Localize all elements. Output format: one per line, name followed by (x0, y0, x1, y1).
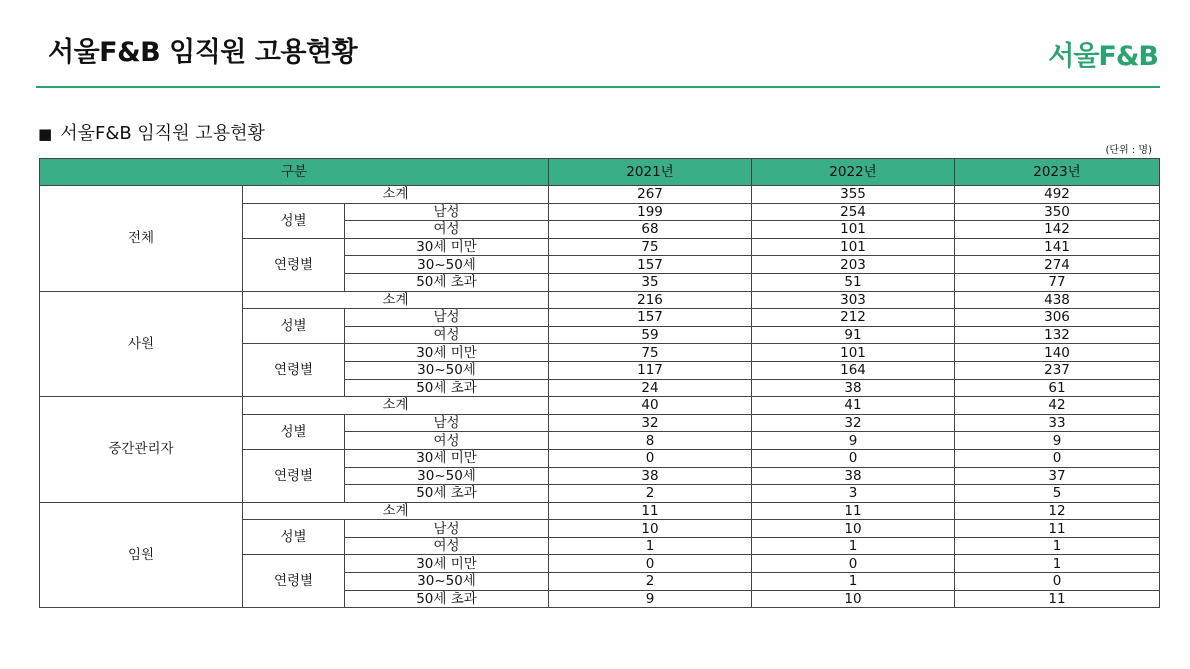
table-cell-value: 10 (752, 590, 955, 608)
row-label: 30~50세 (345, 573, 549, 591)
category-label: 연령별 (243, 344, 345, 397)
category-label: 성별 (243, 309, 345, 344)
subtotal-label: 소계 (243, 502, 549, 520)
table-row (40, 397, 1160, 415)
table-cell-value: 11 (752, 502, 955, 520)
column-header: 구분 (40, 159, 549, 186)
table-cell-value: 2 (549, 485, 752, 503)
table-cell-value: 40 (549, 397, 752, 415)
table-cell-value: 101 (752, 344, 955, 362)
table-row (40, 186, 1160, 204)
row-label: 여성 (345, 537, 549, 555)
row-label: 30세 미만 (345, 449, 549, 467)
table-cell-value: 37 (955, 467, 1160, 485)
column-header: 2021년 (549, 159, 752, 186)
table-cell-value: 216 (549, 291, 752, 309)
table-cell-value: 0 (752, 449, 955, 467)
table-cell-value: 9 (955, 432, 1160, 450)
table-cell-value: 1 (549, 537, 752, 555)
table-cell-value: 11 (955, 520, 1160, 538)
table-cell-value: 9 (549, 590, 752, 608)
table-cell-value: 77 (955, 273, 1160, 291)
row-label: 남성 (345, 520, 549, 538)
table-cell-value: 11 (955, 590, 1160, 608)
section-title (38, 119, 265, 145)
column-header: 2022년 (752, 159, 955, 186)
table-cell-value: 11 (549, 502, 752, 520)
table-cell-value: 1 (752, 537, 955, 555)
row-label: 30세 미만 (345, 555, 549, 573)
row-label: 50세 초과 (345, 590, 549, 608)
table-cell-value: 38 (549, 467, 752, 485)
table-cell-value: 3 (752, 485, 955, 503)
row-label: 여성 (345, 221, 549, 239)
row-label: 50세 초과 (345, 379, 549, 397)
row-label: 남성 (345, 203, 549, 221)
table-cell-value: 0 (955, 573, 1160, 591)
table-cell-value: 10 (752, 520, 955, 538)
table-cell-value: 59 (549, 326, 752, 344)
row-label: 남성 (345, 414, 549, 432)
table-cell-value: 140 (955, 344, 1160, 362)
table-row (40, 502, 1160, 520)
group-label: 전체 (40, 186, 243, 292)
table-cell-value: 203 (752, 256, 955, 274)
table-cell-value: 303 (752, 291, 955, 309)
page-title: 서울F&B 임직원 고용현황 (48, 37, 358, 68)
row-label: 50세 초과 (345, 273, 549, 291)
row-label: 30~50세 (345, 467, 549, 485)
table-cell-value: 355 (752, 186, 955, 204)
table-cell-value: 8 (549, 432, 752, 450)
section-title-text: 서울F&B 임직원 고용현황 (60, 123, 265, 144)
table-cell-value: 2 (549, 573, 752, 591)
table-cell-value: 117 (549, 361, 752, 379)
employment-table (39, 158, 1160, 608)
subtotal-label: 소계 (243, 291, 549, 309)
table-cell-value: 32 (549, 414, 752, 432)
table-cell-value: 142 (955, 221, 1160, 239)
table-cell-value: 164 (752, 361, 955, 379)
table-cell-value: 237 (955, 361, 1160, 379)
table-header-row (40, 159, 1160, 186)
row-label: 남성 (345, 309, 549, 327)
table-cell-value: 9 (752, 432, 955, 450)
row-label: 30~50세 (345, 361, 549, 379)
table-cell-value: 254 (752, 203, 955, 221)
table-cell-value: 5 (955, 485, 1160, 503)
table-cell-value: 10 (549, 520, 752, 538)
row-label: 30세 미만 (345, 344, 549, 362)
table-cell-value: 35 (549, 273, 752, 291)
table-cell-value: 42 (955, 397, 1160, 415)
table-cell-value: 68 (549, 221, 752, 239)
table-cell-value: 61 (955, 379, 1160, 397)
table-cell-value: 101 (752, 238, 955, 256)
category-label: 성별 (243, 203, 345, 238)
table-cell-value: 350 (955, 203, 1160, 221)
table-cell-value: 132 (955, 326, 1160, 344)
row-label: 50세 초과 (345, 485, 549, 503)
category-label: 연령별 (243, 449, 345, 502)
table-cell-value: 0 (549, 555, 752, 573)
table-cell-value: 141 (955, 238, 1160, 256)
subtotal-label: 소계 (243, 397, 549, 415)
subtotal-label: 소계 (243, 186, 549, 204)
table-cell-value: 32 (752, 414, 955, 432)
table-cell-value: 41 (752, 397, 955, 415)
table-cell-value: 0 (549, 449, 752, 467)
table-cell-value: 24 (549, 379, 752, 397)
table-cell-value: 157 (549, 309, 752, 327)
unit-note: (단위 : 명) (1105, 145, 1152, 156)
category-label: 성별 (243, 414, 345, 449)
table-cell-value: 91 (752, 326, 955, 344)
row-label: 30세 미만 (345, 238, 549, 256)
square-bullet-icon: ■ (38, 125, 53, 143)
category-label: 연령별 (243, 238, 345, 291)
table-cell-value: 492 (955, 186, 1160, 204)
table-cell-value: 38 (752, 379, 955, 397)
table-cell-value: 0 (752, 555, 955, 573)
company-logo: 서울F&B (1048, 41, 1158, 72)
table-cell-value: 274 (955, 256, 1160, 274)
table-cell-value: 157 (549, 256, 752, 274)
group-label: 중간관리자 (40, 397, 243, 503)
table-cell-value: 33 (955, 414, 1160, 432)
table-cell-value: 75 (549, 238, 752, 256)
row-label: 여성 (345, 326, 549, 344)
table-cell-value: 12 (955, 502, 1160, 520)
table-cell-value: 75 (549, 344, 752, 362)
table-cell-value: 0 (955, 449, 1160, 467)
category-label: 성별 (243, 520, 345, 555)
table-cell-value: 1 (955, 537, 1160, 555)
row-label: 여성 (345, 432, 549, 450)
table-cell-value: 199 (549, 203, 752, 221)
category-label: 연령별 (243, 555, 345, 608)
group-label: 임원 (40, 502, 243, 608)
table-cell-value: 51 (752, 273, 955, 291)
table-cell-value: 212 (752, 309, 955, 327)
group-label: 사원 (40, 291, 243, 397)
table-cell-value: 1 (955, 555, 1160, 573)
table-cell-value: 306 (955, 309, 1160, 327)
table-cell-value: 1 (752, 573, 955, 591)
column-header: 2023년 (955, 159, 1160, 186)
table-body (40, 186, 1160, 608)
table-cell-value: 267 (549, 186, 752, 204)
table-row (40, 291, 1160, 309)
table-cell-value: 101 (752, 221, 955, 239)
row-label: 30~50세 (345, 256, 549, 274)
table-cell-value: 38 (752, 467, 955, 485)
title-divider (36, 86, 1160, 88)
table-cell-value: 438 (955, 291, 1160, 309)
